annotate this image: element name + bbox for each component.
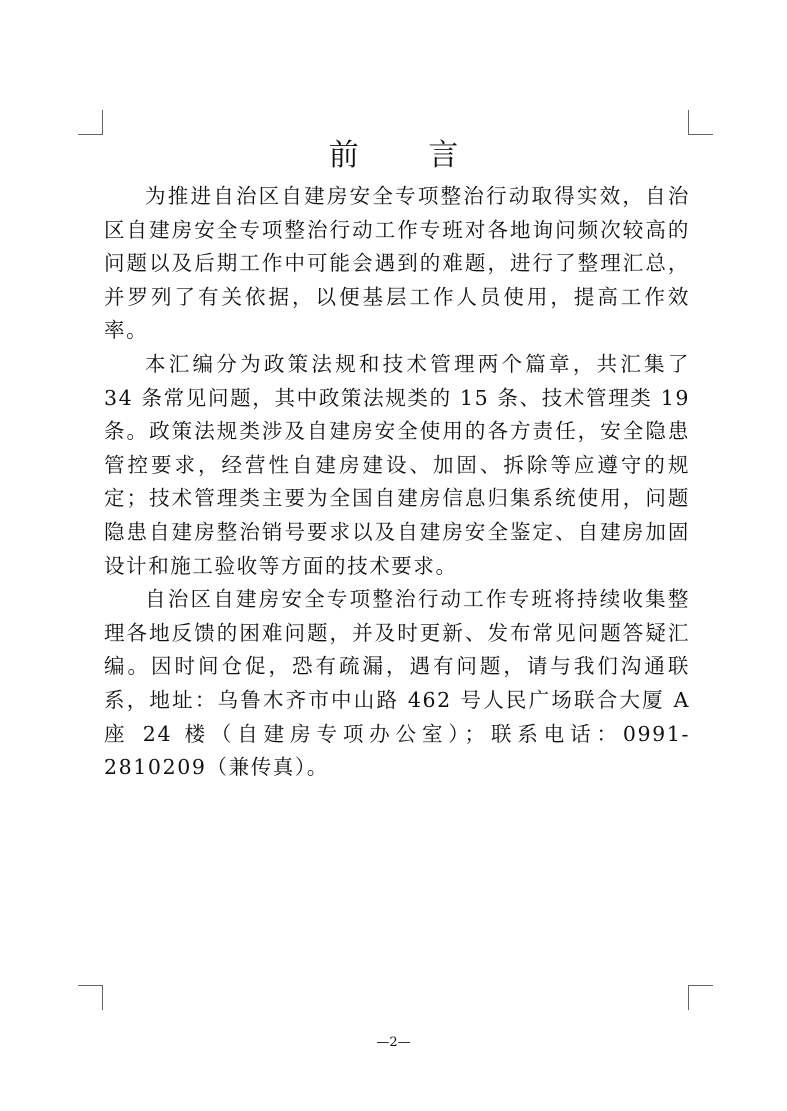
paragraph-intro: 为推进自治区自建房安全专项整治行动取得实效，自治区自建房安全专项整治行动工作专班对各地询问频次较高的问题以及后期工作中可能会遇到的难题，进行了整理汇总，并罗列了有关依据，以便基层工作人员使用，提高工作效率。 [104, 184, 690, 343]
paragraph-contact: 自治区自建房安全专项整治行动工作专班将持续收集整理各地反馈的困难问题，并及时更新、发布常见问题答疑汇编。因时间仓促，恐有疏漏，遇有问题，请与我们沟通联系，地址：乌鲁木齐市中山路 462 号人民广场联合大厦 A 座 24 楼（自建房专项办公室）；联系电话：0991-2810209（兼传真）。 [104, 587, 690, 780]
body-text [104, 180, 690, 785]
page-title: 前 言 [328, 138, 489, 173]
paragraph-contents: 本汇编分为政策法规和技术管理两个篇章，共汇集了 34 条常见问题，其中政策法规类的 15 条、技术管理类 19 条。政策法规类涉及自建房安全使用的各方责任，安全隐患管控要求，经营性自建房建设、加固、拆除等应遵守的规定；技术管理类主要为全国自建房信息归集系统使用，问题隐患自建房整治销号要求以及自建房安全鉴定、自建房加固设计和施工验收等方面的技术要求。 [104, 351, 690, 578]
crop-mark-top-right [688, 110, 713, 135]
page-number: —2— [376, 1035, 411, 1050]
crop-mark-bottom-right [688, 985, 713, 1010]
crop-mark-top-left [78, 110, 103, 135]
crop-mark-bottom-left [78, 985, 103, 1010]
